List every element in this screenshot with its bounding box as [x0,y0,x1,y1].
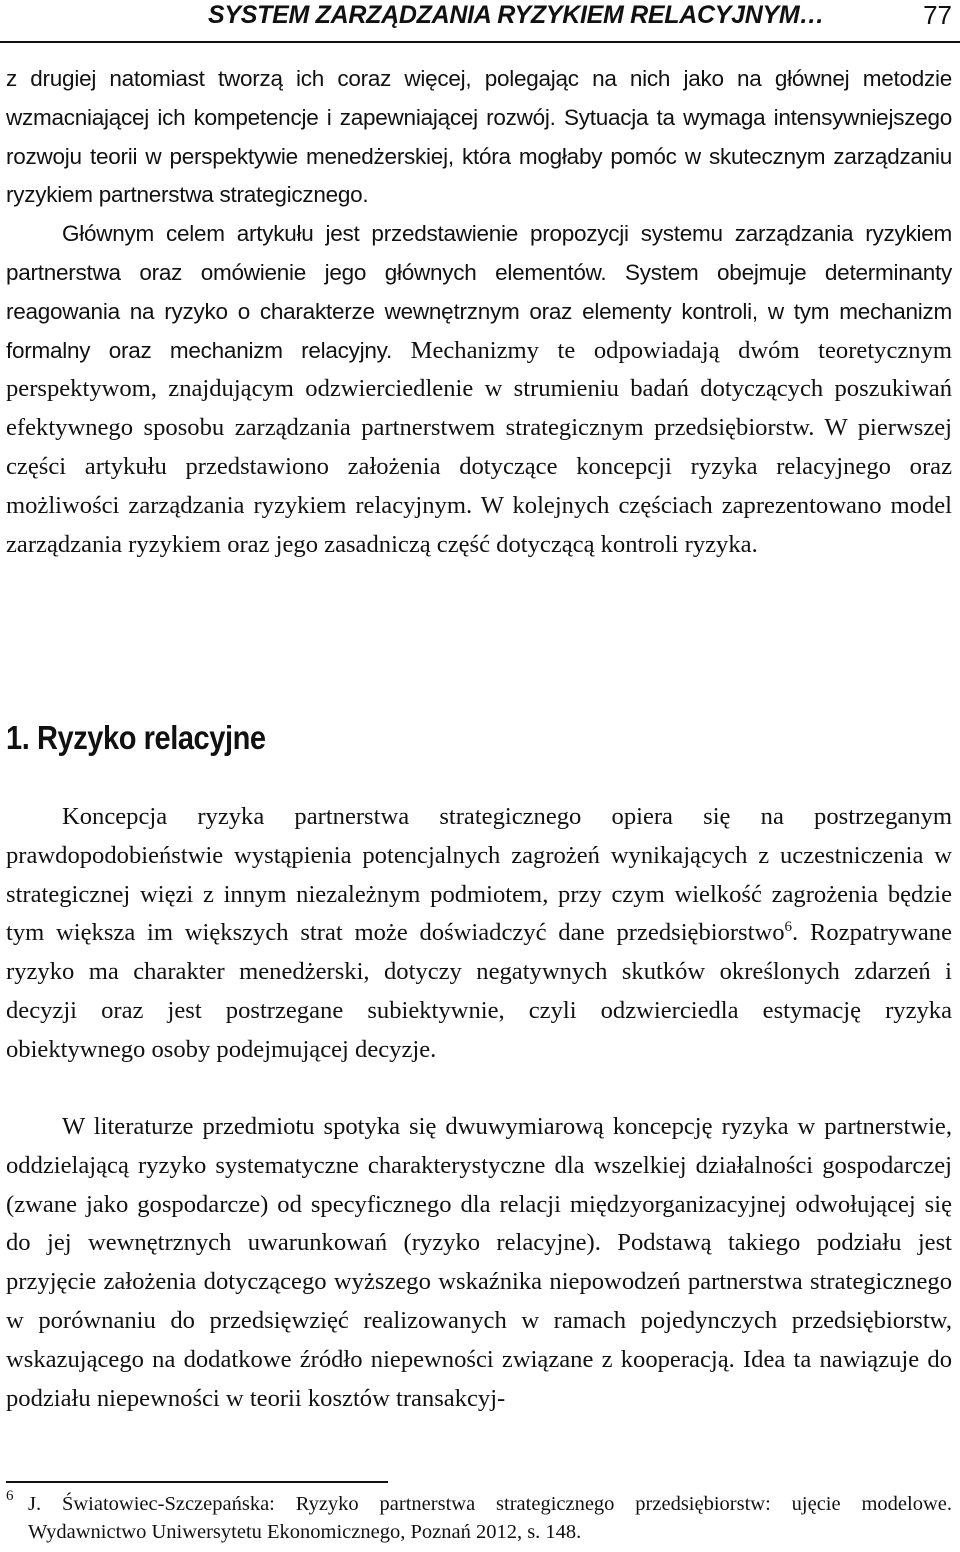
footnote-text: J. Światowiec-Szczepańska: Ryzyko partnerstwa strategicznego przedsiębiorstw: ujęcie modelowe. Wydawnictwo Uniwersytetu Ekonomicznego, Poznań 2012, s. 148. [28,1493,952,1543]
footnote-rule [6,1481,388,1483]
footnote-reference: 6 [784,919,793,936]
body-paragraph-1 [6,798,952,1070]
section-heading: 1. Ryzyko relacyjne [6,719,266,756]
intro-system-sentence: System obejmuje determinanty reagowania na ryzyko o charakterze wewnętrznym oraz elementy kontroli, w tym mechanizm formalny oraz mechanizm relacyjny. [6,259,952,363]
body-paragraph-1-text: Koncepcja ryzyka partnerstwa strategicznego opiera się na postrzeganym prawdopodobieństwie wystąpienia potencjalnych zagrożeń wynikających z uczestniczenia w strategicznej więzi z innym niezależnym podmiotem, przy czym wielkość zagrożenia będzie tym większa im większych strat może doświadczyć dane przedsiębiorstwo [6,803,952,947]
running-title: SYSTEM ZARZĄDZANIA RYZYKIEM RELACYJNYM… [208,1,825,29]
page-number: 77 [923,0,952,30]
intro-mechanisms-sentence: Mechanizmy te odpowiadają dwóm teoretycznym perspektywom, znajdującym odzwierciedlenie w strumieniu badań dotyczących poszukiwań efektywnego sposobu zarządzania partnerstwem strategicznym przedsiębiorstw. W pierwszej części artykułu przedstawiono założenia dotyczące koncepcji ryzyka relacyjnego oraz możliwości zarządzania ryzykiem relacyjnym. W kolejnych częściach zaprezentowano model zarządzania ryzykiem oraz jego zasadniczą część dotyczącą kontroli ryzyka. [6,336,953,558]
body-paragraph-2: W literaturze przedmiotu spotyka się dwuwymiarową koncepcję ryzyka w partnerstwie, oddzielającą ryzyko systematyczne charakterystyczne dla wszelkiej działalności gospodarczej (zwane jako gospodarcze) od specyficznego dla relacji międzyorganizacyjnej odwołującej się do jej wewnętrznych uwarunkowań (ryzyko relacyjne). Podstawą takiego podziału jest przyjęcie założenia dotyczącego wyższego wskaźnika niepowodzeń partnerstwa strategicznego w porównaniu do przedsięwzięć realizowanych w ramach pojedynczych przedsiębiorstw, wskazującego na dodatkowe źródło niepewności związane z kooperacją. Idea ta nawiązuje do podziału niepewności w teorii kosztów transakcyj- [6,1113,952,1412]
intro-sentences-sans: z drugiej natomiast tworzą ich coraz więcej, polegając na nich jako na głównej metodzie wzmacniającej ich kompetencje i zapewniającej rozwój. Sytuacja ta wymaga intensywniejszego rozwoju teorii w perspektywie menedżerskiej, która mogłaby pomóc w skutecznym zarządzaniu ryzykiem partnerstwa strategicznego. [6,66,952,208]
footnote-marker: 6 [6,1488,14,1504]
intro-aim-sentence: Głównym celem artykułu jest przedstawienie propozycji systemu zarządzania ryzykiem partnerstwa oraz omówienie jego głównych elementów. [6,221,952,285]
intro-paragraph [6,60,952,564]
page-header [0,0,960,44]
body-paragraph-1-continuation: . Rozpatrywane ryzyko ma charakter menedżerski, dotyczy negatywnych skutków określonych zdarzeń i decyzji oraz jest postrzegane subiektywnie, czyli odzwierciedla estymację ryzyka obiektywnego osoby podejmującej decyzje. [6,919,952,1063]
header-rule [0,41,960,43]
footnote [6,1490,952,1546]
